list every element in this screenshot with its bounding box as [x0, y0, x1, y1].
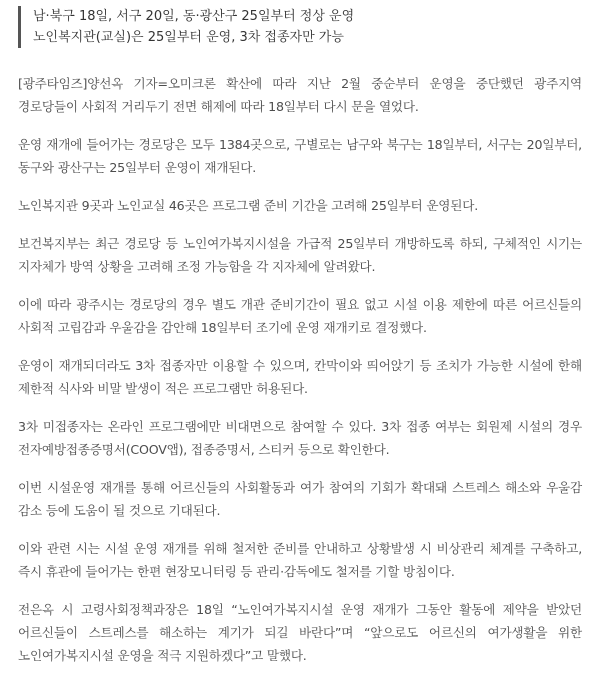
article-body [18, 72, 582, 667]
paragraph-2: 운영 재개에 들어가는 경로당은 모두 1384곳으로, 구별로는 남구와 북구는 18일부터, 서구는 20일부터, 동구와 광산구는 25일부터 운영이 재개된다. [18, 137, 582, 175]
paragraph-1: [광주타임즈]양선옥 기자=오미크론 확산에 따라 지난 2월 중순부터 운영을 중단했던 광주지역 경로당들이 사회적 거리두기 전면 해제에 따라 18일부터 다시 문을 열었다. [18, 76, 582, 114]
paragraph-3: 노인복지관 9곳과 노인교실 46곳은 프로그램 준비 기간을 고려해 25일부터 운영된다. [18, 198, 478, 213]
article-subheadline-box [18, 6, 582, 48]
paragraph-5: 이에 따라 광주시는 경로당의 경우 별도 개관 준비기간이 필요 없고 시설 이용 제한에 따른 어르신들의 사회적 고립감과 우울감을 감안해 18일부터 조기에 운영 재개키로 결정했다. [18, 297, 582, 335]
paragraph-7: 3차 미접종자는 온라인 프로그램에만 비대면으로 참여할 수 있다. 3차 접종 여부는 회원제 시설의 경우 전자예방접종증명서(COOV앱), 접종증명서, 스티커 등으로 확인한다. [18, 419, 582, 457]
paragraph-9: 이와 관련 시는 시설 운영 재개를 위해 철저한 준비를 안내하고 상황발생 시 비상관리 체계를 구축하고, 즉시 휴관에 들어가는 한편 현장모니터링 등 관리·감독에도 철저를 기할 방침이다. [18, 541, 582, 579]
news-article [0, 6, 600, 687]
paragraph-4: 보건복지부는 최근 경로당 등 노인여가복지시설을 가급적 25일부터 개방하도록 하되, 구체적인 시기는 지자체가 방역 상황을 고려해 조정 가능함을 각 지자체에 알려왔다. [18, 236, 582, 274]
paragraph-8: 이번 시설운영 재개를 통해 어르신들의 사회활동과 여가 참여의 기회가 확대돼 스트레스 해소와 우울감 감소 등에 도움이 될 것으로 기대된다. [18, 480, 582, 518]
subheadline-2: 노인복지관(교실)은 25일부터 운영, 3차 접종자만 가능 [33, 30, 344, 45]
paragraph-6: 운영이 재개되더라도 3차 접종자만 이용할 수 있으며, 칸막이와 띄어앉기 등 조치가 가능한 시설에 한해 제한적 식사와 비말 발생이 적은 프로그램만 허용된다. [18, 358, 582, 396]
paragraph-10: 전은옥 시 고령사회정책과장은 18일 “노인여가복지시설 운영 재개가 그동안 활동에 제약을 받았던 어르신들이 스트레스를 해소하는 계기가 되길 바란다”며 “앞으로도 어르신의 여가생활을 위한 노인여가복지시설 운영을 적극 지원하겠다”고 말했다. [18, 602, 582, 663]
subheadline-1: 남·북구 18일, 서구 20일, 동·광산구 25일부터 정상 운영 [33, 9, 355, 24]
